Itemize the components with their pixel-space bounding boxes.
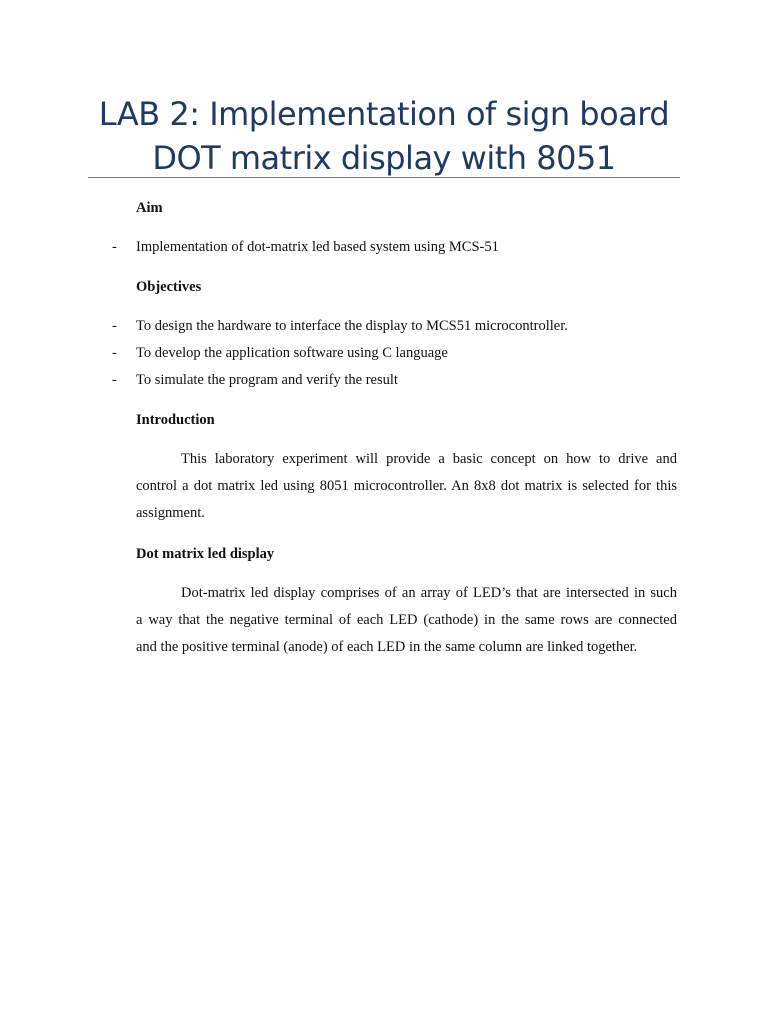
aim-item <box>112 238 499 256</box>
paragraph-line: and the positive terminal (anode) of each LED in the same column are linked together. <box>136 639 638 655</box>
paragraph-line: This laboratory experiment will provide a basic concept on how to drive and <box>181 451 677 467</box>
dot-matrix-paragraph <box>136 580 677 661</box>
document-title-line-2: DOT matrix display with 8051 <box>152 139 616 177</box>
title-underline <box>88 177 680 178</box>
objective-item-text: To design the hardware to interface the display to MCS51 microcontroller. <box>136 318 568 334</box>
aim-heading: Aim <box>136 200 163 216</box>
bullet-dash: - <box>112 318 117 334</box>
introduction-paragraph <box>136 446 677 527</box>
paragraph-line: a way that the negative terminal of each LED (cathode) in the same rows are connected <box>136 612 677 628</box>
dot-matrix-heading: Dot matrix led display <box>136 546 275 562</box>
paragraph-line: assignment. <box>136 505 205 521</box>
bullet-dash: - <box>112 372 117 388</box>
introduction-heading: Introduction <box>136 412 215 428</box>
document-title <box>88 92 680 180</box>
bullet-dash: - <box>112 239 117 255</box>
objective-item <box>112 317 568 335</box>
document-title-line-1: LAB 2: Implementation of sign board <box>98 95 670 133</box>
objectives-heading: Objectives <box>136 279 202 295</box>
paragraph-line: control a dot matrix led using 8051 microcontroller. An 8x8 dot matrix is selected for this <box>136 478 677 494</box>
aim-item-text: Implementation of dot-matrix led based system using MCS-51 <box>136 239 499 255</box>
objective-item <box>112 344 448 362</box>
objective-item <box>112 371 398 389</box>
bullet-dash: - <box>112 345 117 361</box>
objective-item-text: To simulate the program and verify the result <box>136 372 398 388</box>
paragraph-line: Dot-matrix led display comprises of an array of LED’s that are intersected in such <box>181 585 677 601</box>
objective-item-text: To develop the application software using C language <box>136 345 448 361</box>
